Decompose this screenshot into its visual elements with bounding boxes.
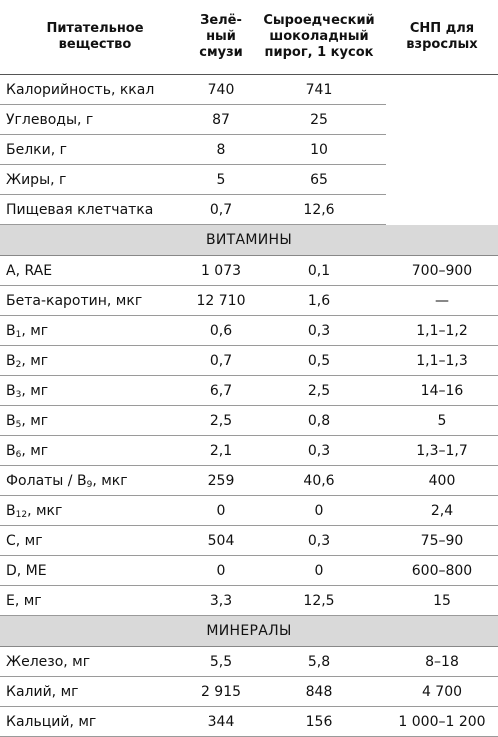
- pie-value: 12,6: [252, 195, 386, 225]
- nutrient-name: Пищевая клетчатка: [0, 195, 190, 225]
- nutrient-name: E, мг: [0, 586, 190, 616]
- pie-value: 156: [252, 707, 386, 737]
- smoothie-value: 3,3: [190, 586, 252, 616]
- section-title: МИНЕРАЛЫ: [0, 616, 498, 647]
- pie-value: 5,8: [252, 647, 386, 677]
- rda-value: 2,4: [386, 496, 498, 526]
- nutrient-subscript: 2: [15, 359, 22, 370]
- pie-value: 741: [252, 75, 386, 105]
- table-row: [0, 316, 498, 346]
- nutrient-name: Железо, мг: [0, 647, 190, 677]
- rda-value: 700–900: [386, 256, 498, 286]
- rda-value: —: [386, 286, 498, 316]
- nutrient-unit: , мг: [21, 442, 49, 459]
- table-row: [0, 496, 498, 526]
- table-row: [0, 556, 498, 586]
- table-row: [0, 256, 498, 286]
- smoothie-value: 1 073: [190, 256, 252, 286]
- smoothie-value: 0,6: [190, 316, 252, 346]
- nutrient-name: D, ME: [0, 556, 190, 586]
- pie-value: 0: [252, 496, 386, 526]
- pie-value: 0,3: [252, 316, 386, 346]
- smoothie-value: 87: [190, 105, 252, 135]
- nutrient-name: [0, 376, 190, 406]
- nutrient-name: [0, 316, 190, 346]
- pie-value: 12,5: [252, 586, 386, 616]
- header-rda: СНП для взрослых: [386, 0, 498, 75]
- section-title: ВИТАМИНЫ: [0, 225, 498, 256]
- smoothie-value: 2,5: [190, 406, 252, 436]
- header-smoothie: Зелёный смузи: [190, 0, 252, 75]
- header-row: [0, 0, 498, 75]
- rda-value: 8–18: [386, 647, 498, 677]
- nutrient-base: Фолаты / B: [6, 472, 87, 489]
- pie-value: 25: [252, 105, 386, 135]
- pie-value: 40,6: [252, 466, 386, 496]
- nutrient-base: B: [6, 412, 16, 429]
- table-row: [0, 286, 498, 316]
- pie-value: 0,5: [252, 346, 386, 376]
- pie-value: 0,3: [252, 526, 386, 556]
- nutrient-subscript: 12: [15, 509, 28, 520]
- rda-value: 4 700: [386, 677, 498, 707]
- nutrient-name: Бета-каротин, мкг: [0, 286, 190, 316]
- rda-value: 15: [386, 586, 498, 616]
- smoothie-value: 0,7: [190, 195, 252, 225]
- nutrient-unit: , мкг: [27, 502, 63, 519]
- table-row: [0, 526, 498, 556]
- nutrient-base: B: [6, 322, 16, 339]
- nutrient-base: B: [6, 382, 16, 399]
- smoothie-value: 5,5: [190, 647, 252, 677]
- rda-value: 75–90: [386, 526, 498, 556]
- table-row: [0, 707, 498, 737]
- smoothie-value: 0: [190, 496, 252, 526]
- rda-value: 1 000–1 200: [386, 707, 498, 737]
- nutrient-name: [0, 346, 190, 376]
- rda-empty-cell: [386, 75, 498, 225]
- nutrient-name: C, мг: [0, 526, 190, 556]
- rda-value: 600–800: [386, 556, 498, 586]
- pie-value: 10: [252, 135, 386, 165]
- smoothie-value: 344: [190, 707, 252, 737]
- nutrient-unit: , мг: [21, 382, 49, 399]
- rda-value: 1,3–1,7: [386, 436, 498, 466]
- nutrient-subscript: 6: [15, 449, 22, 460]
- pie-value: 65: [252, 165, 386, 195]
- pie-value: 2,5: [252, 376, 386, 406]
- nutrient-name: [0, 436, 190, 466]
- nutrient-subscript: 1: [15, 329, 22, 340]
- rda-value: 5: [386, 406, 498, 436]
- nutrient-base: B: [6, 502, 16, 519]
- table-row: [0, 436, 498, 466]
- nutrient-subscript: 9: [86, 479, 93, 490]
- smoothie-value: 12 710: [190, 286, 252, 316]
- nutrient-name: Кальций, мг: [0, 707, 190, 737]
- smoothie-value: 259: [190, 466, 252, 496]
- nutrient-name: [0, 466, 190, 496]
- smoothie-value: 5: [190, 165, 252, 195]
- nutrient-subscript: 3: [15, 389, 22, 400]
- nutrient-name: A, RAE: [0, 256, 190, 286]
- nutrient-name: Жиры, г: [0, 165, 190, 195]
- rda-value: 14–16: [386, 376, 498, 406]
- nutrient-name: Углеводы, г: [0, 105, 190, 135]
- table-row: [0, 586, 498, 616]
- table-row: [0, 466, 498, 496]
- nutrient-unit: , мг: [21, 352, 49, 369]
- nutrient-name: Белки, г: [0, 135, 190, 165]
- nutrient-subscript: 5: [15, 419, 22, 430]
- nutrient-name: Калий, мг: [0, 677, 190, 707]
- nutrient-base: B: [6, 352, 16, 369]
- table-row: [0, 677, 498, 707]
- table-row: [0, 376, 498, 406]
- nutrient-base: B: [6, 442, 16, 459]
- nutrient-name: [0, 496, 190, 526]
- header-nutrient: Питательное вещество: [0, 0, 190, 75]
- pie-value: 0: [252, 556, 386, 586]
- nutrient-name: Калорийность, ккал: [0, 75, 190, 105]
- smoothie-value: 740: [190, 75, 252, 105]
- smoothie-value: 504: [190, 526, 252, 556]
- smoothie-value: 2 915: [190, 677, 252, 707]
- rda-value: 1,1–1,3: [386, 346, 498, 376]
- smoothie-value: 8: [190, 135, 252, 165]
- section-header-minerals: [0, 616, 498, 647]
- smoothie-value: 0,7: [190, 346, 252, 376]
- nutrient-name: [0, 406, 190, 436]
- table-row: [0, 75, 498, 105]
- nutrient-unit: , мг: [21, 322, 49, 339]
- pie-value: 0,3: [252, 436, 386, 466]
- smoothie-value: 0: [190, 556, 252, 586]
- pie-value: 0,1: [252, 256, 386, 286]
- nutrient-unit: , мкг: [92, 472, 128, 489]
- pie-value: 1,6: [252, 286, 386, 316]
- table-row: [0, 647, 498, 677]
- table-row: [0, 406, 498, 436]
- pie-value: 848: [252, 677, 386, 707]
- header-pie: Сыроедческий шоколадный пирог, 1 кусок: [252, 0, 386, 75]
- table-row: [0, 346, 498, 376]
- smoothie-value: 6,7: [190, 376, 252, 406]
- pie-value: 0,8: [252, 406, 386, 436]
- nutrient-unit: , мг: [21, 412, 49, 429]
- rda-value: 1,1–1,2: [386, 316, 498, 346]
- section-header-vitamins: [0, 225, 498, 256]
- smoothie-value: 2,1: [190, 436, 252, 466]
- rda-value: 400: [386, 466, 498, 496]
